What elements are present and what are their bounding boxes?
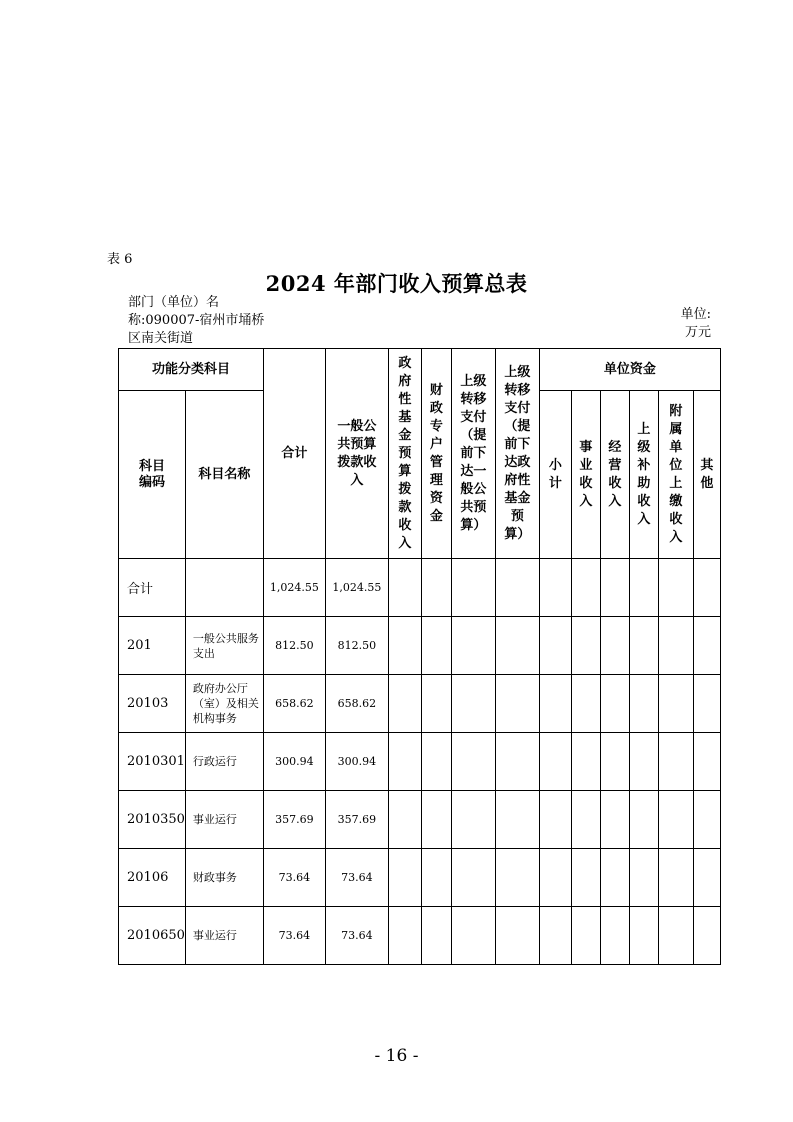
empty-cell <box>571 675 600 733</box>
empty-cell <box>693 907 720 965</box>
table-row <box>119 849 721 907</box>
empty-cell <box>629 791 658 849</box>
row-total: 73.64 <box>263 907 325 965</box>
row-code: 20106 <box>119 849 186 907</box>
empty-cell <box>451 617 495 675</box>
header-operating-income: 经营收入 <box>600 391 629 559</box>
header-transfer-fund: 上级转移支付（提前下达政府性基金预算） <box>495 349 539 559</box>
empty-cell <box>421 849 451 907</box>
row-general-public: 357.69 <box>325 791 388 849</box>
empty-cell <box>495 907 539 965</box>
empty-cell <box>451 675 495 733</box>
empty-cell <box>571 733 600 791</box>
header-affiliated-income: 附属单位上缴收入 <box>658 391 693 559</box>
empty-cell <box>658 791 693 849</box>
empty-cell <box>388 849 421 907</box>
empty-cell <box>629 907 658 965</box>
row-total: 357.69 <box>263 791 325 849</box>
empty-cell <box>451 733 495 791</box>
empty-cell <box>388 559 421 617</box>
empty-cell <box>539 559 571 617</box>
empty-cell <box>495 791 539 849</box>
header-gov-fund: 政府性基金预算拨款收入 <box>388 349 421 559</box>
header-transfer-general: 上级转移支付（提前下达一般公共预算） <box>451 349 495 559</box>
row-name: 事业运行 <box>185 907 263 965</box>
row-name: 行政运行 <box>185 733 263 791</box>
header-subtotal: 小计 <box>539 391 571 559</box>
table-label: 表 6 <box>107 252 133 267</box>
header-other: 其他 <box>693 391 720 559</box>
empty-cell <box>693 559 720 617</box>
empty-cell <box>539 849 571 907</box>
empty-cell <box>421 907 451 965</box>
table-row <box>119 733 721 791</box>
row-code: 2010350 <box>119 791 186 849</box>
header-general-public: 一般公共预算拨款收入 <box>325 349 388 559</box>
header-subject-code: 科目编码 <box>119 391 186 559</box>
empty-cell <box>571 791 600 849</box>
row-total: 73.64 <box>263 849 325 907</box>
unit-caption: 单位: <box>680 307 711 322</box>
table-row <box>119 907 721 965</box>
row-name: 一般公共服务支出 <box>185 617 263 675</box>
empty-cell <box>571 907 600 965</box>
page-title: 2024 年部门收入预算总表 <box>265 271 528 296</box>
empty-cell <box>421 791 451 849</box>
row-total: 300.94 <box>263 733 325 791</box>
empty-cell <box>693 617 720 675</box>
empty-cell <box>495 733 539 791</box>
empty-cell <box>600 733 629 791</box>
empty-cell <box>451 791 495 849</box>
empty-cell <box>658 675 693 733</box>
empty-cell <box>421 675 451 733</box>
row-name: 政府办公厅（室）及相关机构事务 <box>185 675 263 733</box>
table-row <box>119 559 721 617</box>
row-general-public: 73.64 <box>325 907 388 965</box>
empty-cell <box>388 733 421 791</box>
empty-cell <box>629 849 658 907</box>
empty-cell <box>629 733 658 791</box>
row-code: 2010301 <box>119 733 186 791</box>
row-total: 1,024.55 <box>263 559 325 617</box>
empty-cell <box>388 617 421 675</box>
header-special-fiscal: 财政专户管理资金 <box>421 349 451 559</box>
empty-cell <box>495 617 539 675</box>
empty-cell <box>693 849 720 907</box>
row-general-public: 300.94 <box>325 733 388 791</box>
row-name: 事业运行 <box>185 791 263 849</box>
empty-cell <box>629 559 658 617</box>
budget-table <box>118 348 721 965</box>
row-code: 2010650 <box>119 907 186 965</box>
header-total: 合计 <box>263 349 325 559</box>
empty-cell <box>539 617 571 675</box>
row-name <box>185 559 263 617</box>
header-functional-classification: 功能分类科目 <box>119 349 264 391</box>
unit-label <box>681 306 711 342</box>
empty-cell <box>600 791 629 849</box>
empty-cell <box>388 907 421 965</box>
page-number: - 16 - <box>374 1046 419 1066</box>
empty-cell <box>421 617 451 675</box>
empty-cell <box>539 791 571 849</box>
row-general-public: 73.64 <box>325 849 388 907</box>
empty-cell <box>539 675 571 733</box>
department-label: 部门（单位）名称:090007-宿州市埇桥区南关街道 <box>128 295 265 346</box>
empty-cell <box>571 849 600 907</box>
empty-cell <box>571 559 600 617</box>
row-code: 合计 <box>119 559 186 617</box>
empty-cell <box>600 617 629 675</box>
empty-cell <box>658 617 693 675</box>
empty-cell <box>495 849 539 907</box>
empty-cell <box>693 733 720 791</box>
table-row <box>119 675 721 733</box>
empty-cell <box>629 675 658 733</box>
empty-cell <box>600 559 629 617</box>
header-business-income: 事业收入 <box>571 391 600 559</box>
empty-cell <box>600 907 629 965</box>
empty-cell <box>658 907 693 965</box>
header-unit-funds: 单位资金 <box>539 349 720 391</box>
empty-cell <box>571 617 600 675</box>
empty-cell <box>388 675 421 733</box>
empty-cell <box>451 849 495 907</box>
row-general-public: 812.50 <box>325 617 388 675</box>
row-general-public: 1,024.55 <box>325 559 388 617</box>
empty-cell <box>495 675 539 733</box>
empty-cell <box>629 617 658 675</box>
unit-value: 万元 <box>684 325 711 340</box>
table-row <box>119 617 721 675</box>
empty-cell <box>658 849 693 907</box>
header-subsidy-income: 上级补助收入 <box>629 391 658 559</box>
row-total: 658.62 <box>263 675 325 733</box>
empty-cell <box>421 559 451 617</box>
empty-cell <box>693 791 720 849</box>
empty-cell <box>658 559 693 617</box>
row-code: 201 <box>119 617 186 675</box>
empty-cell <box>451 907 495 965</box>
row-code: 20103 <box>119 675 186 733</box>
row-name: 财政事务 <box>185 849 263 907</box>
row-general-public: 658.62 <box>325 675 388 733</box>
empty-cell <box>495 559 539 617</box>
empty-cell <box>693 675 720 733</box>
table-row <box>119 791 721 849</box>
empty-cell <box>600 849 629 907</box>
empty-cell <box>539 733 571 791</box>
empty-cell <box>600 675 629 733</box>
header-subject-name: 科目名称 <box>185 391 263 559</box>
empty-cell <box>539 907 571 965</box>
empty-cell <box>388 791 421 849</box>
row-total: 812.50 <box>263 617 325 675</box>
empty-cell <box>658 733 693 791</box>
empty-cell <box>451 559 495 617</box>
empty-cell <box>421 733 451 791</box>
